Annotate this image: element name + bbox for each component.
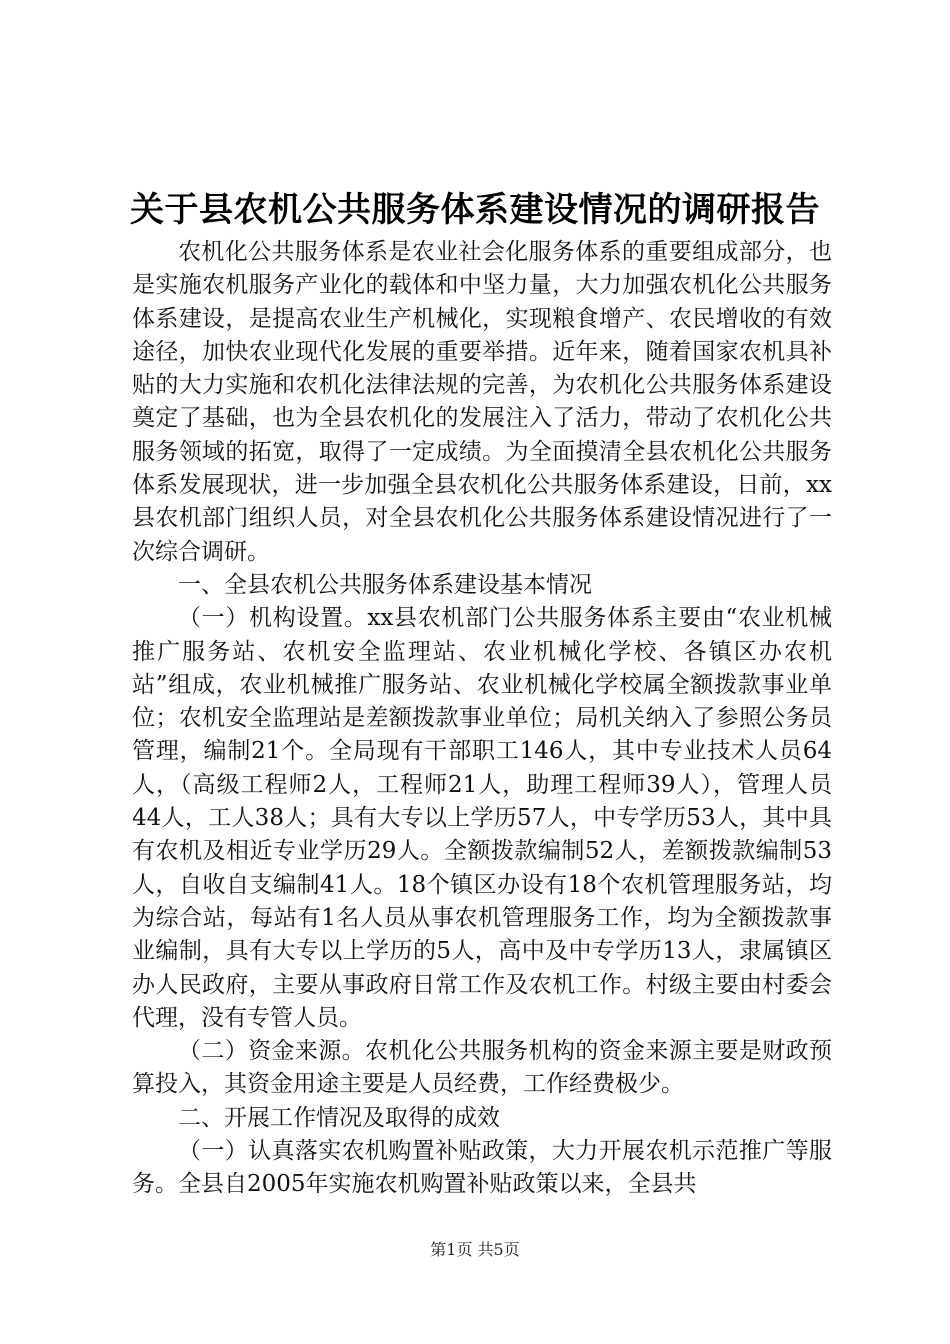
section-heading-1: 一、全县农机公共服务体系建设基本情况 [178,571,592,598]
page-number: 第1页 共5页 [430,1240,520,1259]
paragraph-funding: （二）资金来源。农机化公共服务机构的资金来源主要是财政预算投入，其资金用途主要是人员经费，工作经费极少。 [132,1038,832,1098]
document-body [132,236,832,1202]
paragraph-organization: （一）机构设置。xx县农机部门公共服务体系主要由“农业机械推广服务站、农机安全监理站、农业机械化学校、各镇区办农机站”组成，农业机械推广服务站、农业机械化学校属全额拨款事业单位；农机安全监理站是差额拨款事业单位；局机关纳入了参照公务员管理，编制21个。全局现有干部职工146人，其中专业技术人员64人，（高级工程师2人，工程师21人，助理工程师39人），管理人员44人，工人38人；具有大专以上学历57人，中专学历53人，其中具有农机及相近专业学历29人。全额拨款编制52人，差额拨款编制53人，自收自支编制41人。18个镇区办设有18个农机管理服务站，均为综合站，每站有1名人员从事农机管理服务工作，均为全额拨款事业编制，具有大专以上学历的5人，高中及中专学历13人，隶属镇区办人民政府，主要从事政府日常工作及农机工作。村级主要由村委会代理，没有专管人员。 [132,605,832,1031]
section-heading-2: 二、开展工作情况及取得的成效 [178,1104,500,1131]
paragraph-intro: 农机化公共服务体系是农业社会化服务体系的重要组成部分，也是实施农机服务产业化的载体和中坚力量，大力加强农机化公共服务体系建设，是提高农业生产机械化，实现粮食增产、农民增收的有效途径，加快农业现代化发展的重要举措。近年来，随着国家农机具补贴的大力实施和农机化法律法规的完善，为农机化公共服务体系建设奠定了基础，也为全县农机化的发展注入了活力，带动了农机化公共服务领域的拓宽，取得了一定成绩。为全面摸清全县农机化公共服务体系发展现状，进一步加强全县农机化公共服务体系建设，日前，xx县农机部门组织人员，对全县农机化公共服务体系建设情况进行了一次综合调研。 [132,239,832,565]
paragraph-subsidy: （一）认真落实农机购置补贴政策，大力开展农机示范推广等服务。全县自2005年实施农机购置补贴政策以来，全县共 [132,1138,832,1198]
document-title: 关于县农机公共服务体系建设情况的调研报告 [130,190,820,230]
